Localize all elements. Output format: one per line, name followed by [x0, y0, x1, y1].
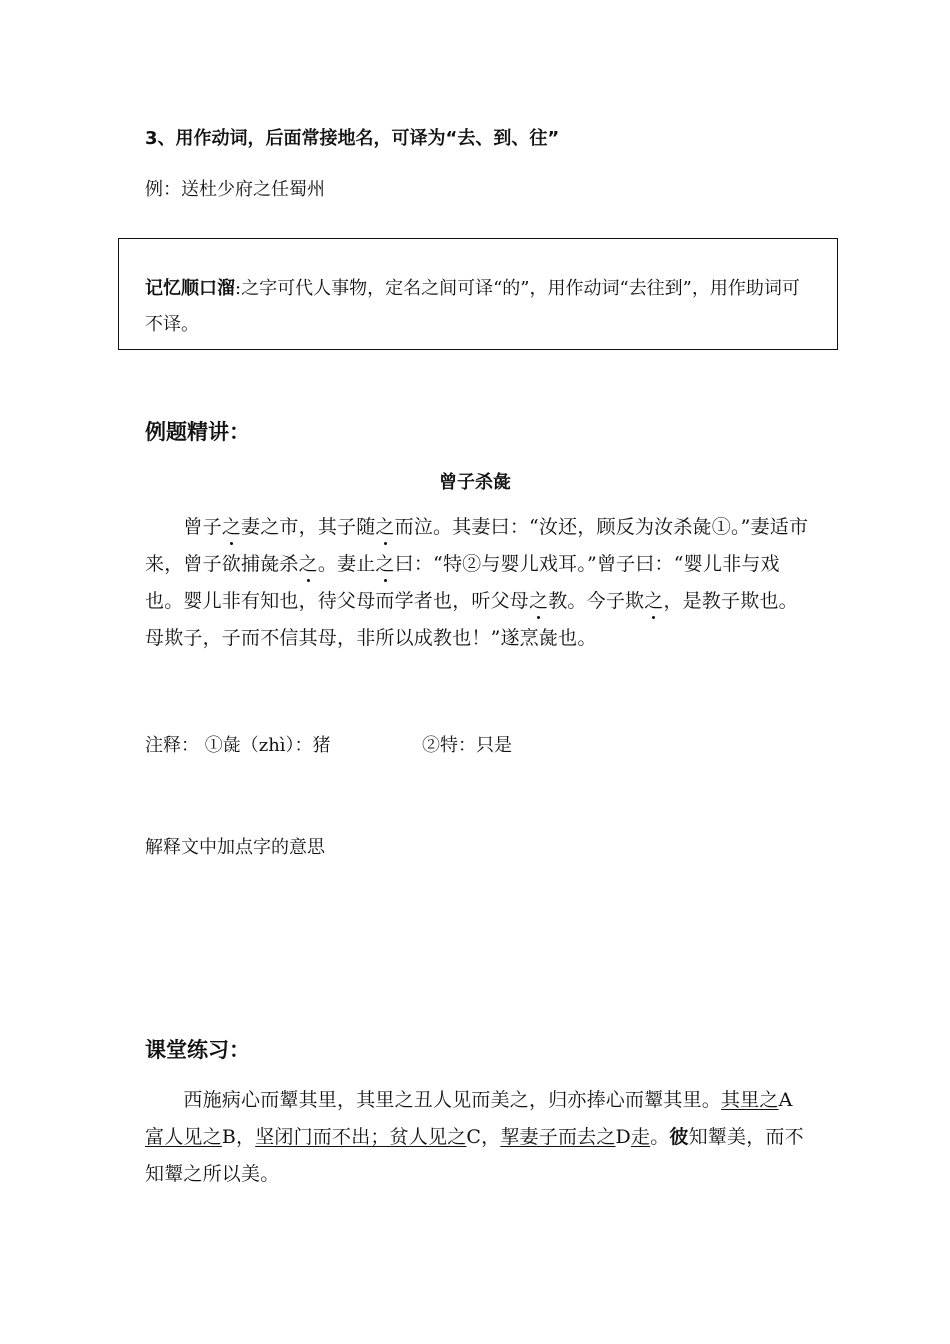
note-2: ②特：只是 — [422, 735, 512, 756]
marker-c: C， — [466, 1126, 501, 1148]
memo-content: :之字可代人事物，定名之间可译“的”，用作动词“去往到”，用作助词可不译。 — [145, 278, 800, 335]
memo-label: 记忆顺口溜 — [145, 278, 235, 299]
text-seg: 西施病心而颦其里，其里之丑人见而美之，归亦捧心而颦其里。 — [145, 1089, 722, 1111]
marker-a: A — [778, 1089, 793, 1111]
underlined-seg: 坚闭门而不出；贫人见之 — [255, 1126, 467, 1148]
dotted-char: 之 — [221, 516, 242, 538]
section1-heading: 例题精讲： — [145, 420, 250, 444]
underlined-seg: 其里之 — [721, 1089, 779, 1111]
dotted-char: 之 — [375, 516, 395, 538]
marker-b: B， — [221, 1126, 256, 1148]
underlined-seg: 富人见之 — [145, 1126, 222, 1148]
bold-char: 彼 — [669, 1126, 689, 1148]
underlined-seg: 挈妻子而去之 — [500, 1126, 616, 1148]
marker-d: D — [615, 1126, 631, 1148]
text-seg: ，是教子欺也。母欺子，子而不信其母，非所以成教也！”遂烹彘也。 — [145, 590, 798, 649]
exercise-text — [145, 1082, 810, 1193]
passage-text — [145, 509, 810, 657]
text-seg: 曾子 — [145, 516, 222, 538]
text-seg: 。妻止 — [317, 553, 376, 575]
text-seg: 教。今子欺 — [548, 590, 645, 612]
text-seg: 。 — [650, 1126, 670, 1148]
memo-box — [118, 238, 838, 350]
text-seg: 知颦美，而不知颦之所以美。 — [145, 1126, 804, 1185]
memo-text — [145, 271, 815, 343]
note-1: 注释： ①彘（zhì）：猪 — [145, 735, 331, 756]
underlined-seg: 走 — [630, 1126, 651, 1148]
text-seg: 妻之市，其子随 — [241, 516, 376, 538]
dotted-char: 之 — [529, 590, 549, 612]
text-seg: 而泣。其妻曰：“汝还，顾反为汝杀彘①。”妻适市来，曾子欲捕彘杀 — [145, 516, 809, 575]
text-seg: 曰：“特②与婴儿戏耳。”曾子曰：“婴儿非与戏也。婴儿非有知也，待父母而学者也，听父母 — [145, 553, 780, 612]
task-text: 解释文中加点字的意思 — [145, 837, 325, 858]
dotted-char: 之 — [298, 553, 318, 575]
passage-title: 曾子杀彘 — [439, 472, 511, 493]
dotted-char: 之 — [644, 590, 664, 612]
rule3-example: 例：送杜少府之任蜀州 — [145, 179, 325, 200]
rule3-heading: 3、用作动词，后面常接地名，可译为“去、到、往” — [145, 128, 560, 149]
section2-heading: 课堂练习： — [145, 1038, 250, 1062]
dotted-char: 之 — [375, 553, 395, 575]
